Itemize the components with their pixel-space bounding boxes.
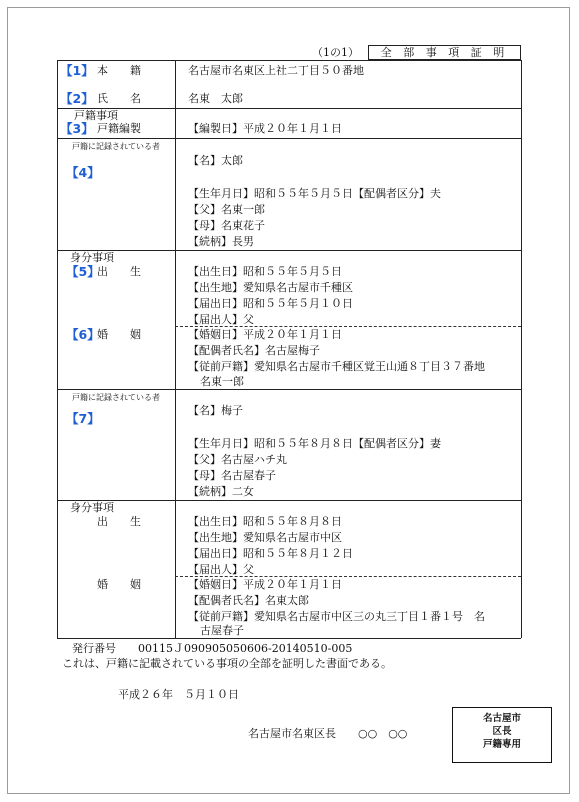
- marker-5: 【5】: [66, 264, 100, 279]
- person1-marriage-line: 名東一郎: [200, 375, 244, 388]
- seal-line: 区長: [492, 726, 512, 737]
- person1-birth-line: 【出生日】昭和５５年５月５日: [188, 265, 342, 278]
- seal-line: 名古屋市: [482, 713, 521, 724]
- person1-marriage-line: 【従前戸籍】愛知県名古屋市千種区覚王山通８丁目３７番地: [188, 360, 485, 373]
- person2-birth-label: 出 生: [97, 515, 141, 528]
- row-divider: [57, 108, 521, 109]
- honseki-label: 本 籍: [97, 64, 141, 77]
- shimei-label: 氏 名: [97, 92, 141, 105]
- koseki-section-label: 戸籍事項: [74, 109, 118, 122]
- person2-birth-line: 【出生地】愛知県名古屋市中区: [188, 531, 342, 544]
- person2-status-section: 身分事項: [70, 501, 114, 514]
- seal-line: 戸籍専用: [482, 739, 521, 750]
- table-bottom-border: [57, 638, 521, 639]
- certificate-title: 全 部 事 項 証 明: [368, 45, 521, 60]
- person1-status-section: 身分事項: [70, 251, 114, 264]
- person2-birth-line: 【届出人】父: [188, 563, 254, 576]
- person1-marriage-label: 婚 姻: [97, 328, 141, 341]
- table-right-border: [521, 60, 522, 638]
- marker-1: 【1】: [60, 63, 94, 78]
- person1-caption: 戸籍に記録されている者: [72, 142, 160, 151]
- person2-birth-line: 【届出日】昭和５５年８月１２日: [188, 547, 353, 560]
- person2-birthdate: 【生年月日】昭和５５年８月８日【配偶者区分】妻: [188, 437, 441, 450]
- marker-3: 【3】: [60, 121, 94, 136]
- certification-statement: これは、戸籍に記載されている事項の全部を証明した書面である。: [62, 657, 392, 670]
- person2-marriage-line: 【婚姻日】平成２０年１月１日: [188, 578, 342, 591]
- person1-birth-line: 【届出人】父: [188, 313, 254, 326]
- official-seal: [452, 707, 552, 763]
- row-divider: [57, 389, 521, 390]
- person1-given-name: 【名】太郎: [188, 154, 243, 167]
- person1-marriage-line: 【配偶者氏名】名古屋梅子: [188, 344, 320, 357]
- page-number: （1の1）: [312, 46, 359, 59]
- person2-marriage-line: 古屋春子: [200, 624, 244, 637]
- person2-marriage-line: 【配偶者氏名】名東太郎: [188, 594, 309, 607]
- person1-birth-line: 【届出日】昭和５５年５月１０日: [188, 297, 353, 310]
- person2-marriage-label: 婚 姻: [97, 578, 141, 591]
- marker-7: 【7】: [66, 411, 100, 426]
- issuer-name: 名古屋市名東区長 ○○ ○○: [248, 727, 408, 740]
- row-divider: [57, 250, 521, 251]
- person1-relation: 【続柄】長男: [188, 235, 254, 248]
- person2-relation: 【続柄】二女: [188, 485, 254, 498]
- person1-birth-label: 出 生: [97, 265, 141, 278]
- koseki-label: 戸籍編製: [97, 122, 141, 135]
- person1-marriage-line: 【婚姻日】平成２０年１月１日: [188, 328, 342, 341]
- issue-date: 平成２６年 ５月１０日: [118, 688, 239, 701]
- row-divider: [57, 138, 521, 139]
- row-divider: [57, 500, 521, 501]
- person2-marriage-line: 【従前戸籍】愛知県名古屋市中区三の丸三丁目１番１号 名: [188, 610, 485, 623]
- person2-mother: 【母】名古屋春子: [188, 469, 276, 482]
- person1-father: 【父】名東一郎: [188, 203, 265, 216]
- person1-mother: 【母】名東花子: [188, 219, 265, 232]
- issue-number: 発行番号 00115Ｊ090905050606-20140510-005: [72, 642, 353, 655]
- marker-2: 【2】: [60, 91, 94, 106]
- person1-birth-line: 【出生地】愛知県名古屋市千種区: [188, 281, 353, 294]
- honseki-value: 名古屋市名東区上社二丁目５０番地: [188, 64, 364, 77]
- koseki-value: 【編製日】平成２０年１月１日: [188, 122, 342, 135]
- marker-4: 【4】: [66, 165, 100, 180]
- table-column-divider: [175, 60, 176, 638]
- person2-birth-line: 【出生日】昭和５５年８月８日: [188, 515, 342, 528]
- person2-caption: 戸籍に記録されている者: [72, 393, 160, 402]
- marker-6: 【6】: [66, 327, 100, 342]
- table-left-border: [57, 60, 58, 638]
- person2-given-name: 【名】梅子: [188, 404, 243, 417]
- table-top-border: [57, 60, 521, 61]
- person2-father: 【父】名古屋ハチ丸: [188, 453, 287, 466]
- person1-birthdate: 【生年月日】昭和５５年５月５日【配偶者区分】夫: [188, 187, 441, 200]
- shimei-value: 名東 太郎: [188, 92, 243, 105]
